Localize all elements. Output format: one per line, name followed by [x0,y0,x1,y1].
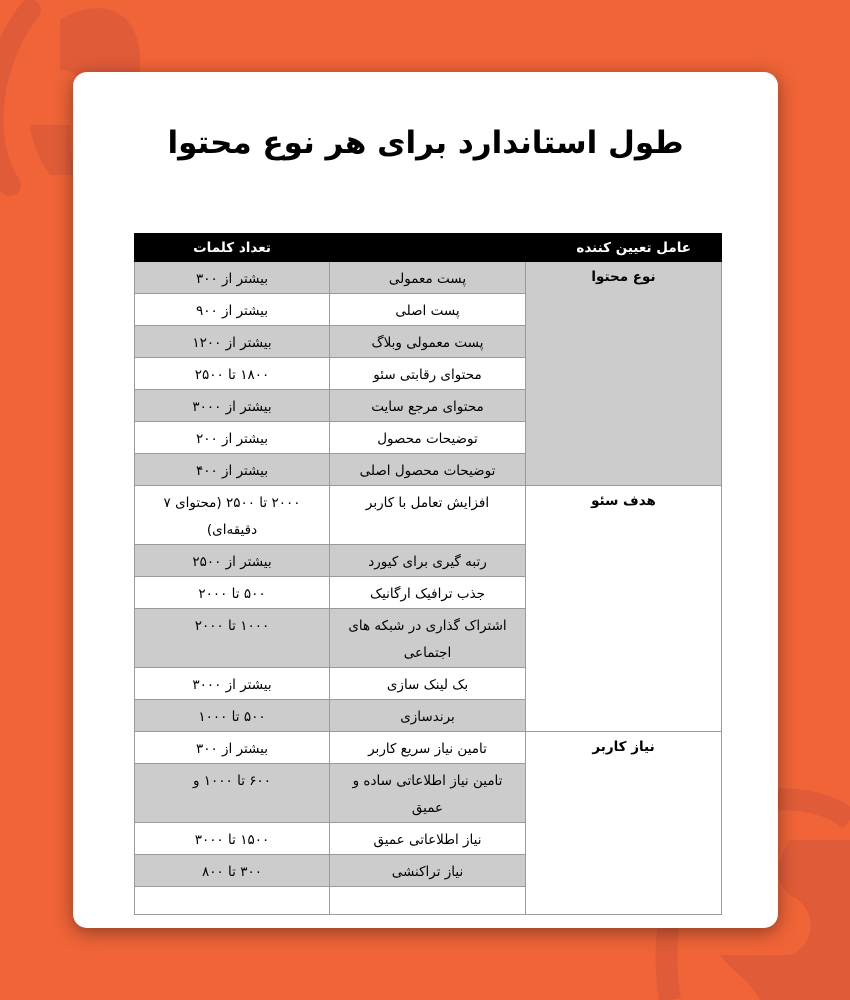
type-cell: برندسازی [330,700,526,732]
count-cell: ۶۰۰ تا ۱۰۰۰ و [135,764,330,823]
type-cell: نیاز تراکنشی [330,855,526,887]
count-cell: بیشتر از ۲۰۰ [135,422,330,454]
table-header-row [135,234,722,262]
count-cell: بیشتر از ۲۵۰۰ [135,545,330,577]
table-row [135,486,722,545]
count-cell: ۲۰۰۰ تا ۲۵۰۰ (محتوای ۷ دقیقه‌ای) [135,486,330,545]
factor-cell-content-type: نوع محتوا [526,262,722,486]
type-cell: اشتراک گذاری در شبکه های اجتماعی [330,609,526,668]
count-cell-empty [135,887,330,915]
content-card [73,72,778,928]
type-cell: پست معمولی وبلاگ [330,326,526,358]
count-cell: بیشتر از ۳۰۰۰ [135,390,330,422]
header-count: تعداد کلمات [135,234,330,262]
count-cell: بیشتر از ۳۰۰ [135,732,330,764]
factor-cell-user-need: نیاز کاربر [526,732,722,915]
type-cell: تامین نیاز اطلاعاتی ساده و عمیق [330,764,526,823]
count-cell: ۱۵۰۰ تا ۳۰۰۰ [135,823,330,855]
type-cell-empty [330,887,526,915]
type-cell: پست معمولی [330,262,526,294]
type-cell: محتوای رقابتی سئو [330,358,526,390]
type-cell: جذب ترافیک ارگانیک [330,577,526,609]
type-cell: نیاز اطلاعاتی عمیق [330,823,526,855]
count-cell: ۳۰۰ تا ۸۰۰ [135,855,330,887]
header-type [330,234,526,262]
type-cell: توضیحات محصول اصلی [330,454,526,486]
header-factor: عامل تعیین کننده [526,234,722,262]
type-cell: پست اصلی [330,294,526,326]
count-cell: بیشتر از ۱۲۰۰ [135,326,330,358]
count-cell: بیشتر از ۳۰۰ [135,262,330,294]
type-cell: توضیحات محصول [330,422,526,454]
count-cell: ۵۰۰ تا ۲۰۰۰ [135,577,330,609]
count-cell: بیشتر از ۹۰۰ [135,294,330,326]
count-cell: ۵۰۰ تا ۱۰۰۰ [135,700,330,732]
count-cell: ۱۸۰۰ تا ۲۵۰۰ [135,358,330,390]
type-cell: رتبه گیری برای کیورد [330,545,526,577]
table-row [135,732,722,764]
count-cell: بیشتر از ۳۰۰۰ [135,668,330,700]
table-row [135,262,722,294]
type-cell: افزایش تعامل با کاربر [330,486,526,545]
count-cell: بیشتر از ۴۰۰ [135,454,330,486]
type-cell: تامین نیاز سریع کاربر [330,732,526,764]
page-title: طول استاندارد برای هر نوع محتوا [167,125,684,161]
content-length-table [134,233,722,915]
count-cell: ۱۰۰۰ تا ۲۰۰۰ [135,609,330,668]
factor-cell-seo-goal: هدف سئو [526,486,722,732]
type-cell: بک لینک سازی [330,668,526,700]
type-cell: محتوای مرجع سایت [330,390,526,422]
